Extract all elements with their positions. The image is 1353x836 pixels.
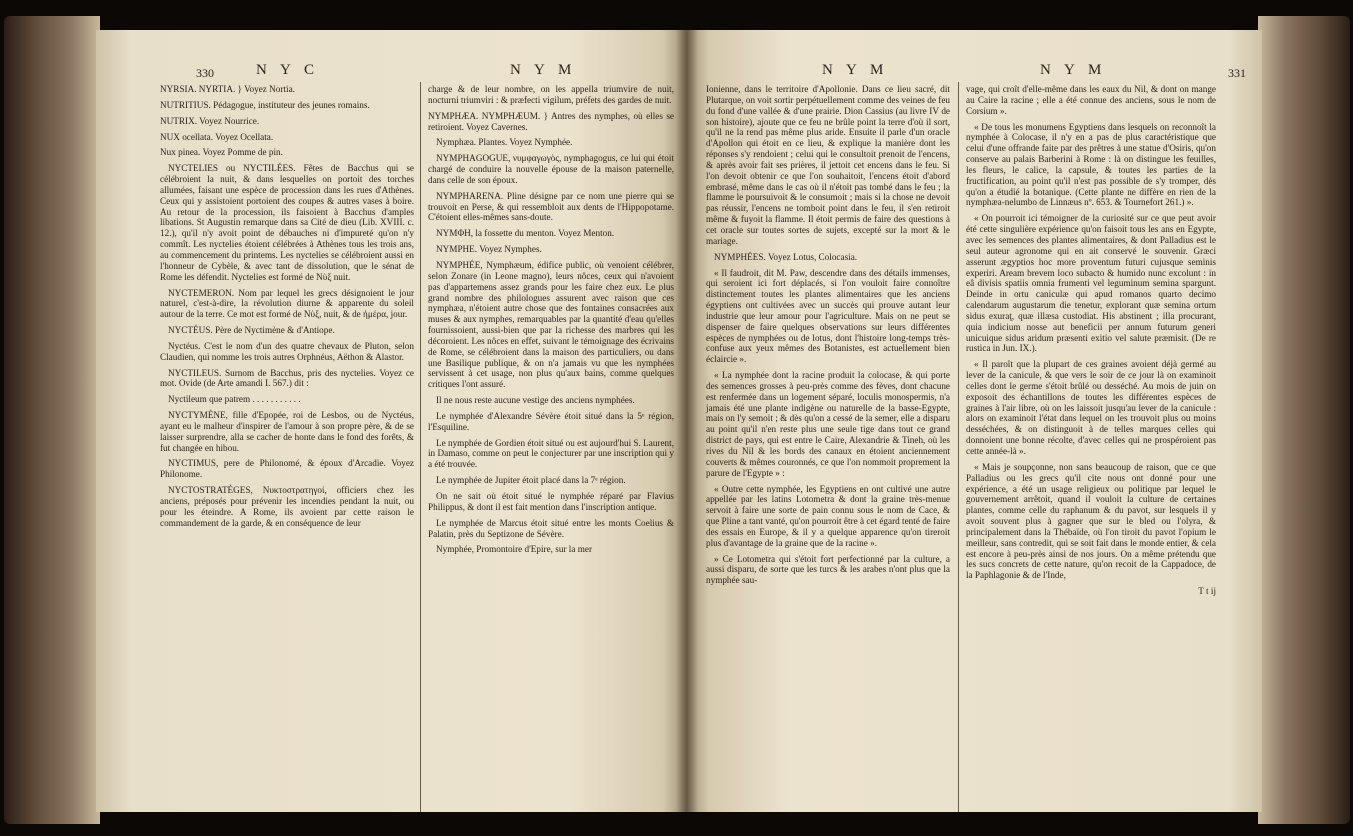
left-folio: 330 [196, 66, 214, 80]
paragraph: NUTRIX. Voyez Nourrice. [160, 115, 260, 126]
paragraph: charge & de leur nombre, on les appella triumvire de nuit, nocturni triumviri : & præfecti vigilum, préfets des gardes de nuit. [428, 84, 674, 105]
paragraph: Nymphæa. Plantes. Voyez Nymphée. [436, 137, 573, 148]
left-header-left: N Y C [256, 62, 320, 78]
book-gutter [676, 30, 698, 812]
paragraph: NYMPHE. Voyez Nymphes. [436, 244, 542, 255]
paragraph: « On pourroit ici témoigner de la curiosité sur ce que peut avoir été cette singulière expérience qu'on faisoit tous les ans en Egypte, avec les semences des plantes alimentaires, & dont Palladius est le seul auteur agronome qui en ait conservé le souvenir. Græci asserunt ægyptios hoc more proventum futuri cujusque seminis experiri. Aream brevem loco subacto & humido nunc excolunt : in eâ divisis spatiis omnia frumenti vel leguminum semina spargunt. Deinde in ortu caniculæ qui apud romanos quarto decimo calendarum augustarum die tenetur, explorant quæ semina ortum sidus exuraţ, quæ illæsa custodiat. His abstinent ; illa procurant, quia indicium nosse aut beneficii per annum futurum generi unicuique sidus aridum præsenti exitio vel salute præmisit. (De re rustica in Jun. IX.). [966, 213, 1216, 354]
paragraph: « La nymphée dont la racine produit la colocase, & qui porte des semences grosses à peu-près comme des fèves, dont chacune est renfermée dans un logement séparé, loculis monospermis, n'a jamais été une plante indigène ou naturelle de la basse-Egypte, mais on l'y semoit ; & dès qu'on a cessé de la semer, elle a disparu au point qu'il n'en reste plus une seule tige dans tout ce grand district de pays, qui est entre le Caire, Alexandrie & Tineh, où les rives du Nil & les bords des canaux en étoient anciennement couverts & mêmes couronnés, ce que l'on nommoit proprement la parure de l'Egypte » : [706, 370, 950, 478]
right-page-column-1 [706, 84, 950, 591]
paragraph: NYMPHAGOGUE, νυμφαγωγὸς, nymphagogus, ce lui qui étoit chargé de conduire la nouvelle épouse de la maison paternelle, dans celle de son époux. [428, 153, 674, 185]
paragraph: NYCTILEUS. Surnom de Bacchus, pris des nyctelies. Voyez ce mot. Ovide (de Arte amandi I. 567.) dit : [160, 367, 414, 389]
paragraph: Il ne nous reste aucune vestige des anciens nymphées. [436, 395, 635, 406]
paragraph: NYCTIMUS, pere de Philonomé, & époux d'Arcadie. Voyez Philonome. [160, 458, 414, 480]
right-folio: 331 [1228, 66, 1246, 80]
right-header-right: N Y M [1040, 62, 1107, 78]
paragraph: Le nymphée de Gordien étoit situé ou est aujourd'hui S. Laurent, in Damaso, comme on peut le conjecturer par une inscription qui y a été trouvée. [428, 437, 674, 470]
paragraph: NYCTYMÈNE, fille d'Epopée, roi de Lesbos, ou de Nyctéus, ayant eu le malheur d'inspirer de l'amour à son propre père, & de se laisser surprendre, alla se cacher de honte dans le fond des forêts, & fut changée en hibou. [160, 410, 414, 453]
paragraph: « Il paroît que la plupart de ces graines avoient déjà germé au lever de la canicule, & que vers le soir de ce jour là on examinoit celles dont le germe s'étoit brûlé ou desséché. Au mois de juin on exposoit des échantillons de toutes les différentes espèces de graines à l'air libre, où on les laissoit jusqu'au lever de la canicule : alors on examinoit l'état dans lequel on les trouvoit plus ou moins desséchées, & on distinguoit à de telles marques celles qui donnoient une bonne récolte, d'avec celles qui ne prospéroient pas cette année-là ». [966, 359, 1216, 456]
right-header-left: N Y M [822, 62, 889, 78]
paragraph: NYRSIA. NYRTIA. } Voyez Nortia. [160, 84, 295, 94]
paragraph: NYMPHÆA. NYMPHÆUM. } Antres des nymphes, où elles se retiroient. Voyez Cavernes. [428, 110, 674, 132]
paragraph: Le nymphée d'Alexandre Sévère étoit situé dans la 5ᵉ région, l'Esquiline. [428, 410, 674, 432]
paragraph: Nyctileum que patrem . . . . . . . . . . . [168, 394, 301, 405]
paragraph: NYCTEMERON. Nom par lequel les grecs désignoient le jour naturel, c'est-à-dire, la révolution diurne & apparente du soleil autour de la terre. Ce mot est formé de Νὺξ, nuit, & de ἡμέρα, jour. [160, 287, 414, 320]
paragraph: Nymphée, Promontoire d'Epire, sur la mer [436, 544, 593, 555]
paragraph: Nux pinea. Voyez Pomme de pin. [160, 147, 283, 158]
paragraph: Le nymphée de Jupiter étoit placé dans la 7ᵉ région. [436, 475, 626, 486]
left-page-column-2 [428, 84, 674, 560]
paragraph: NYMPHÉE, Nymphæum, édifice public, où venoient célébrer, selon Zonare (in Leone magno), leurs nôces, ceux qui n'avoient pas d'appartemens assez grands pour les faire chez eux. Le plus grand nombre des philologues assurent avec raison que ces nymphæa, n'étoient autre chose que des fontaines consacrées aux muses & aux nymphes, remarquables par la quantité d'eau qu'elles fournissoient, aussi-bien que par la richesse des marbres qui les décoroient. Les nôces en effet, suivant le témoignage des écrivains de Rome, se célébroient dans la maison des particuliers, ou dans une Basilique publique, & on n'a jamais vu que les nymphées servissent à cet usage, non plus qu'aux bains, comme quelques critiques l'ont assuré. [428, 259, 674, 390]
paragraph: « Mais je soupçonne, non sans beaucoup de raison, que ce que Palladius ou les grecs qu'il cite nous ont donné pour une expérience, a été un usage religieux ou politique par lequel le gouvernement arrêtoit, quand il vouloit la culture de certaines plantes, comme celle du raphanum & du pavot, sur lesquels il y avoit souvent plus à gagner que sur le bled ou l'olyra, & principalement dans la Thébaïde, où l'on tiroit du pavot l'opium le meilleur, sans contredit, qui se soit fait dans le monde entier, & cela est encore à peu-près ainsi de nos jours. On a même prétendu que les sucs concrets de cette nature, qu'on recoit de la Cappadoce, de la Paphlagonie & de l'Inde, [966, 461, 1216, 581]
left-column-rule [420, 82, 421, 812]
paragraph: NUTRITIUS. Pédagogue, instituteur des jeunes romains. [160, 99, 370, 110]
paragraph: » Ce Lotometra qui s'étoit fort perfectionné par la culture, a aussi disparu, de sorte que les turcs & les arabes n'ont plus que la nymphée sau- [706, 553, 950, 586]
paragraph: On ne sait où étoit situé le nymphée réparé par Flavius Philippus, & dont il est fait mention dans l'inscription antique. [428, 491, 674, 512]
paragraph: Nyctéus. C'est le nom d'un des quatre chevaux de Pluton, selon Claudien, qui nomme les trois autres Orphnéus, Aëthon & Alastor. [160, 340, 414, 362]
paragraph: vage, qui croît d'elle-même dans les eaux du Nil, & dont on mange au Caire la racine ; elle a été connue des anciens, sous le nom de Corsium ». [966, 84, 1216, 116]
paragraph: « Il faudroit, dit M. Paw, descendre dans des détails immenses, qui seroient ici fort déplacés, si l'on vouloit faire connoître distinctement toutes les plantes alimentaires que les anciens égyptiens ont cultivées avec un succès qui prouve autant leur industrie que leur amour pour l'agriculture. Mais on ne peut se dispenser de faire quelques observations sur leurs différentes espèces de nymphées ou de lotus, dont l'histoire long-temps très-confuse aux yeux mêmes des Botanistes, est actuellement bien éclaircie ». [706, 267, 950, 365]
paragraph: « De tous les monumens Egyptiens dans lesquels on reconnoît la nymphée à Colocase, il n'y en a pas de plus caractéristique que celui d'une offrande faite par des prêtres à une statue d'Osiris, qu'on conserve au palais Barberini à Rome : là on distingue les feuilles, les fleurs, le calice, la capsule, & toutes les parties de la fructification, au point qu'il n'est pas possible de s'y tromper, dès qu'on a étudié la botanique. (Cette plante ne diffère en rien de la nymphæa-nelumbo de Linnæus nº. 653. & Tournefort 261.) ». [966, 121, 1216, 208]
paragraph: « Outre cette nymphée, les Egyptiens en ont cultivé une autre appellée par les latins Lotometra & dont la graine très-menue servoit à faire une sorte de pain connu sous le nom de Cace, & que Pline a tant vanté, qu'on pourroit être à cet égard tenté de faire des essais en Europe, & il y a quelque apparence qu'on tireroit plus d'avantage de la graine que de la racine ». [706, 483, 950, 548]
page-edges-right [1258, 16, 1350, 824]
paragraph: Le nymphée de Marcus étoit situé entre les monts Coelius & Palatin, près du Septizone de Sévère. [428, 517, 674, 539]
paragraph: NYMΦΗ, la fossette du menton. Voyez Menton. [436, 228, 615, 239]
paragraph: NUX ocellata. Voyez Ocellata. [160, 131, 274, 142]
paragraph: Ionienne, dans le territoire d'Apollonie. Dans ce lieu sacré, dit Plutarque, on voit sortir perpétuellement comme des veines de feu du fond d'une vallée & d'une prairie. Dion Cassius (au livre IV de son histoire), ajoute que ce feu ne brûle point la terre d'où il sort, qu'il ne la rend pas même plus aride. Ensuite il parle d'un oracle d'Apollon qui étoit en ce lieu, & explique la manière dont les réponses s'y rendoient ; celui qui le consultoit prenoit de l'encens, & après avoir fait ses prières, il jettoit cet encens dans le feu. Si l'on devoit obtenir ce que l'on souhaitoit, l'encens étoit d'abord embrasé, même dans le cas où il n'étoit pas tombé dans le feu ; la flamme le poursuivoit & le consumoit ; mais si la chose ne devoit pas réussir, l'encens ne tomboit point dans le feu, il s'en retiroit même & fuyoit la flamme. Il étoit permis de faire des questions à cet oracle sur toutes sortes de sujets, excepté sur la mort & le mariage. [706, 84, 950, 246]
right-column-rule [958, 82, 959, 812]
left-page-column-1 [160, 84, 414, 534]
left-header-right: N Y M [510, 62, 577, 78]
paragraph: NYCTÉUS. Père de Nyctimène & d'Antiope. [168, 325, 335, 336]
right-page-column-2 [966, 84, 1216, 602]
page-edges-left [4, 16, 100, 824]
paragraph: NYMPHARENA. Pline désigne par ce nom une pierre qui se trouvoit en Perse, & qui ressembloit aux dents de l'Hippopotame. C'étoient elles-mêmes sans-doute. [428, 190, 674, 223]
paragraph: NYCTOSTRATÉGES, Νυκτοστρατηγοί, officiers chez les anciens, préposés pour prévenir les incendies pendant la nuit, ou pour les éteindre. A Rome, ils avoient par cette raison le commandement de la garde, & en conséquence de leur [160, 485, 414, 528]
paragraph: NYCTELIES ou NYCTILÉES. Fêtes de Bacchus qui se célébroient la nuit, & dans lesquelles on portoit des torches allumées, faisant une espèce de procession dans les rues d'Athènes. Ceux qui y assistoient portoient des coupes & autres vases à boire. Au retour de la procession, ils faisoient à Bacchus d'amples libations. St Augustin remarque dans sa Cité de dieu (Lib. XVIII. c. 12.), qu'il n'y avoit point de débauches ni d'impureté qu'on n'y commît. Les nyctelies étoient célébrées à Athènes tous les trois ans, au commencement du printems. Les nyctelies se célébroient aussi en l'honneur de Cybèle, & avec tant de dissolution, que le sénat de Rome les défendit. Nyctelies est formé de Νὺξ nuit. [160, 163, 414, 282]
catchword: T t ij [1198, 586, 1216, 597]
paragraph: NYMPHÉES. Voyez Lotus, Colocasia. [714, 251, 858, 262]
